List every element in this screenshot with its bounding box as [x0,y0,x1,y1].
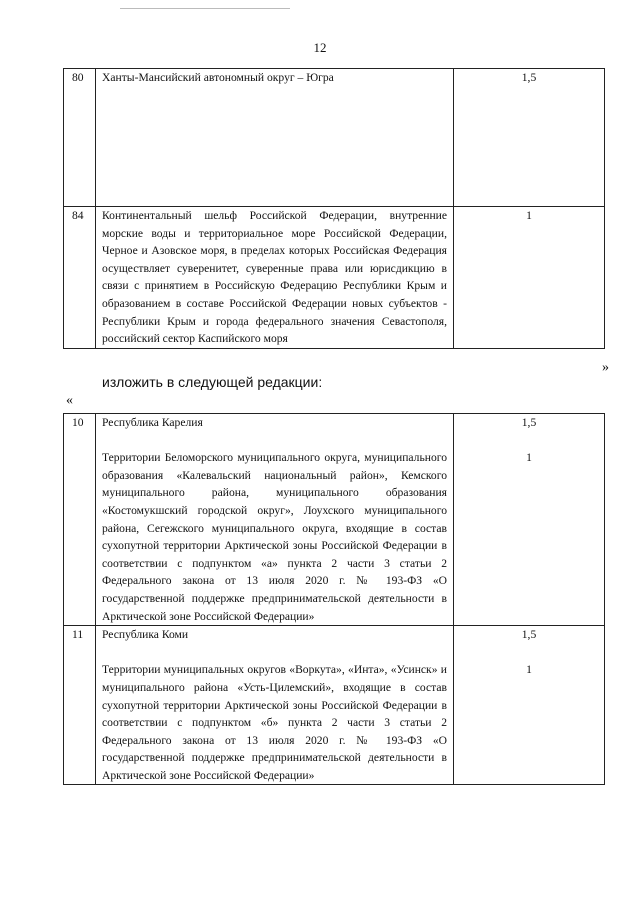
row-number: 10 [64,414,96,626]
opening-quote: « [66,393,73,408]
closing-quote: » [602,360,609,375]
coefficient: 1,5 [454,69,605,207]
territory-description: Территории муниципальных округов «Воркута», «Инта», «Усинск» и муниципального района «Усть-Цилемский», входящие в состав сухопутной территории Арктической зоны Российской Федерации в соответствии с подпунктом «б» пункта 2 части 3 статьи 2 Федерального закона от 13 июля 2020 г. № 193-ФЗ «О государственной поддержке предпринимательской деятельности в Арктической зоне Российской Федерации» [102,663,447,782]
region-name: Республика Карелия [102,416,203,429]
regions-table-old [63,68,605,349]
row-number: 84 [64,207,96,349]
table-row [64,207,605,349]
region-coefficient: 1,5 [521,628,537,642]
regions-table-new [63,413,605,785]
region-name: Ханты-Мансийский автономный округ – Югра [96,69,454,207]
coefficient-cell [454,626,605,785]
territory-coefficient: 1 [526,663,532,677]
coefficient-cell [454,414,605,626]
page-number: 12 [313,40,327,55]
scan-artifact-line [120,8,290,9]
table-row [64,626,605,785]
coefficient: 1 [454,207,605,349]
region-coefficient: 1,5 [521,416,537,429]
region-name: Континентальный шельф Российской Федерации, внутренние морские воды и территориальное море Российской Федерации, Черное и Азовское моря, в пределах которых Российская Федерация осуществляет суверенитет, суверенные права или юрисдикцию в связи с принятием в Российскую Федерацию Республики Крым и образованием в составе Российской Федерации новых субъектов - Республики Крым и города федерального значения Севастополя, российский сектор Каспийского моря [96,207,454,349]
region-cell [96,414,454,626]
table-row [64,414,605,626]
table-row [64,69,605,207]
territory-coefficient: 1 [526,451,532,465]
territory-description: Территории Беломорского муниципального округа, муниципального образования «Калевальский национальный район», Кемского муниципального района, муниципального образования «Костомукшский городской округ», Лоухского муниципального района, Сегежского муниципального округа, входящие в состав сухопутной территории Арктической зоны Российской Федерации в соответствии с подпунктом «а» пункта 2 части 3 статьи 2 Федерального закона от 13 июля 2020 г. № 193-ФЗ «О государственной поддержке предпринимательской деятельности в Арктической зоне Российской Федерации» [102,451,447,623]
amendment-intro: изложить в следующей редакции: [102,374,323,390]
region-name: Республика Коми [102,628,189,642]
region-cell [96,626,454,785]
row-number: 11 [64,626,96,785]
row-number: 80 [64,69,96,207]
